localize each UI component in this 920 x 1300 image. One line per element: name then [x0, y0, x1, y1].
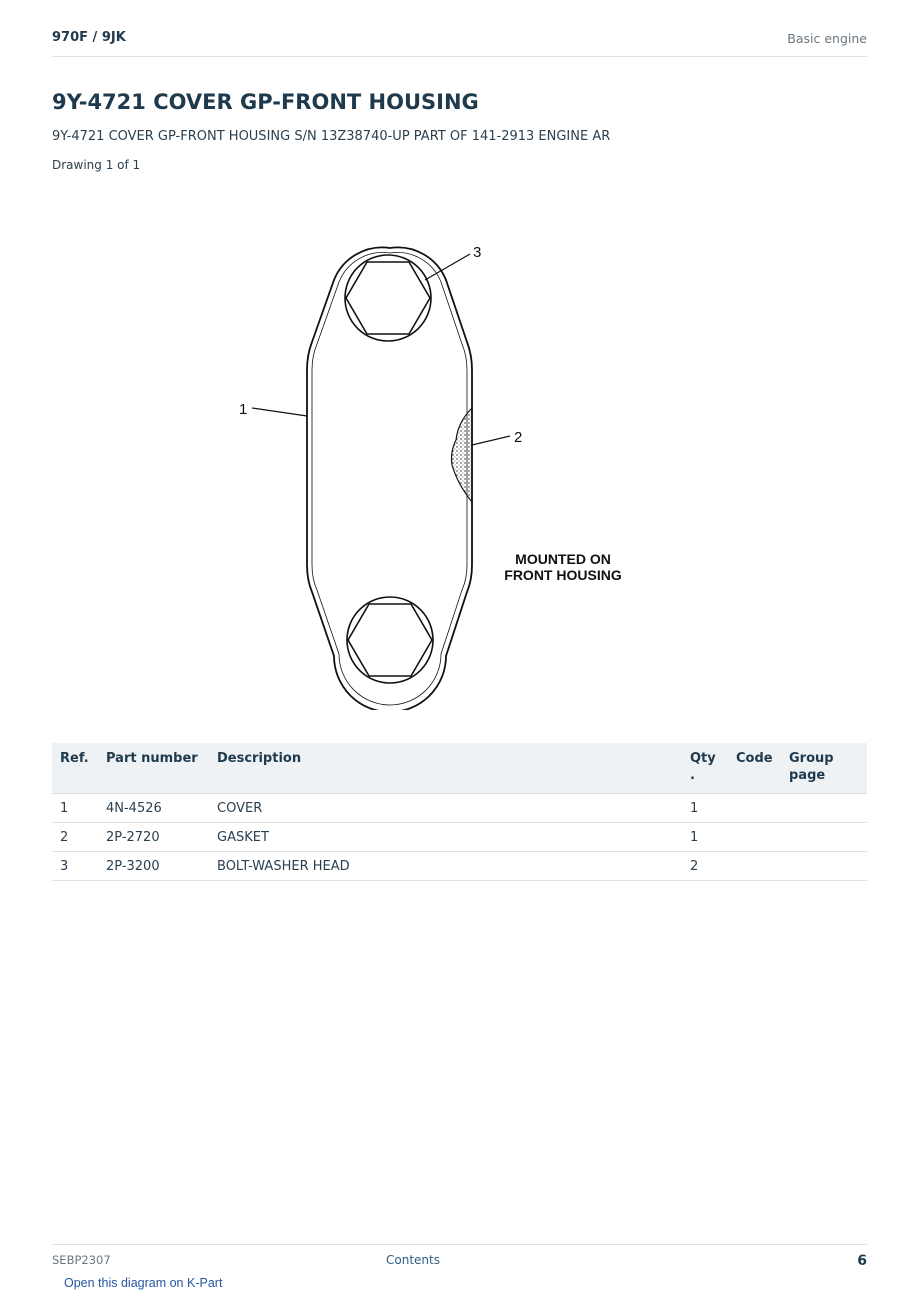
page-footer — [52, 1244, 867, 1275]
row-ref: 3 — [52, 852, 98, 881]
row-part-number: 2P-2720 — [98, 823, 209, 852]
callout-3: 3 — [473, 244, 482, 261]
page-title: 9Y-4721 COVER GP-FRONT HOUSING — [52, 90, 479, 114]
row-qty: 1 — [682, 823, 728, 852]
row-group-page — [781, 852, 867, 881]
header-qty: Qty . — [682, 743, 728, 794]
document-id: SEBP2307 — [52, 1253, 111, 1267]
model-label: 970F / 9JK — [52, 30, 126, 45]
row-qty: 1 — [682, 794, 728, 823]
cover-inner-outline — [312, 252, 467, 705]
page-number: 6 — [857, 1253, 867, 1269]
top-bolt-washer — [345, 255, 431, 341]
section-label: Basic engine — [787, 31, 867, 46]
parts-drawing — [180, 190, 700, 710]
row-qty: 2 — [682, 852, 728, 881]
row-description: GASKET — [209, 823, 682, 852]
callout-1: 1 — [239, 401, 248, 418]
row-description: COVER — [209, 794, 682, 823]
header-part-number: Part number — [98, 743, 209, 794]
callout-2: 2 — [514, 429, 523, 446]
leader-2 — [472, 436, 510, 445]
contents-link[interactable]: Contents — [386, 1253, 440, 1267]
row-group-page — [781, 794, 867, 823]
page-subtitle: 9Y-4721 COVER GP-FRONT HOUSING S/N 13Z38740-UP PART OF 141-2913 ENGINE AR — [52, 129, 611, 144]
row-ref: 2 — [52, 823, 98, 852]
page-header — [52, 28, 867, 57]
note-line-1: MOUNTED ON — [515, 551, 611, 567]
note-line-2: FRONT HOUSING — [504, 567, 622, 583]
table-row — [52, 794, 867, 823]
row-part-number: 2P-3200 — [98, 852, 209, 881]
header-code: Code — [728, 743, 781, 794]
row-code — [728, 852, 781, 881]
row-description: BOLT-WASHER HEAD — [209, 852, 682, 881]
leader-1 — [252, 408, 307, 416]
bottom-bolt-head — [348, 604, 432, 676]
header-description: Description — [209, 743, 682, 794]
bottom-bolt-washer — [347, 597, 433, 683]
gasket — [452, 408, 473, 502]
open-in-kpart-link[interactable]: Open this diagram on K-Part — [64, 1276, 223, 1290]
table-row — [52, 852, 867, 881]
row-group-page — [781, 823, 867, 852]
row-part-number: 4N-4526 — [98, 794, 209, 823]
row-ref: 1 — [52, 794, 98, 823]
header-group-page: Group page — [781, 743, 867, 794]
parts-table — [52, 743, 867, 881]
drawing-count: Drawing 1 of 1 — [52, 158, 141, 172]
top-bolt-head — [346, 262, 430, 334]
table-row — [52, 823, 867, 852]
cover-outline — [307, 247, 472, 710]
row-code — [728, 823, 781, 852]
row-code — [728, 794, 781, 823]
table-header-row — [52, 743, 867, 794]
header-ref: Ref. — [52, 743, 98, 794]
